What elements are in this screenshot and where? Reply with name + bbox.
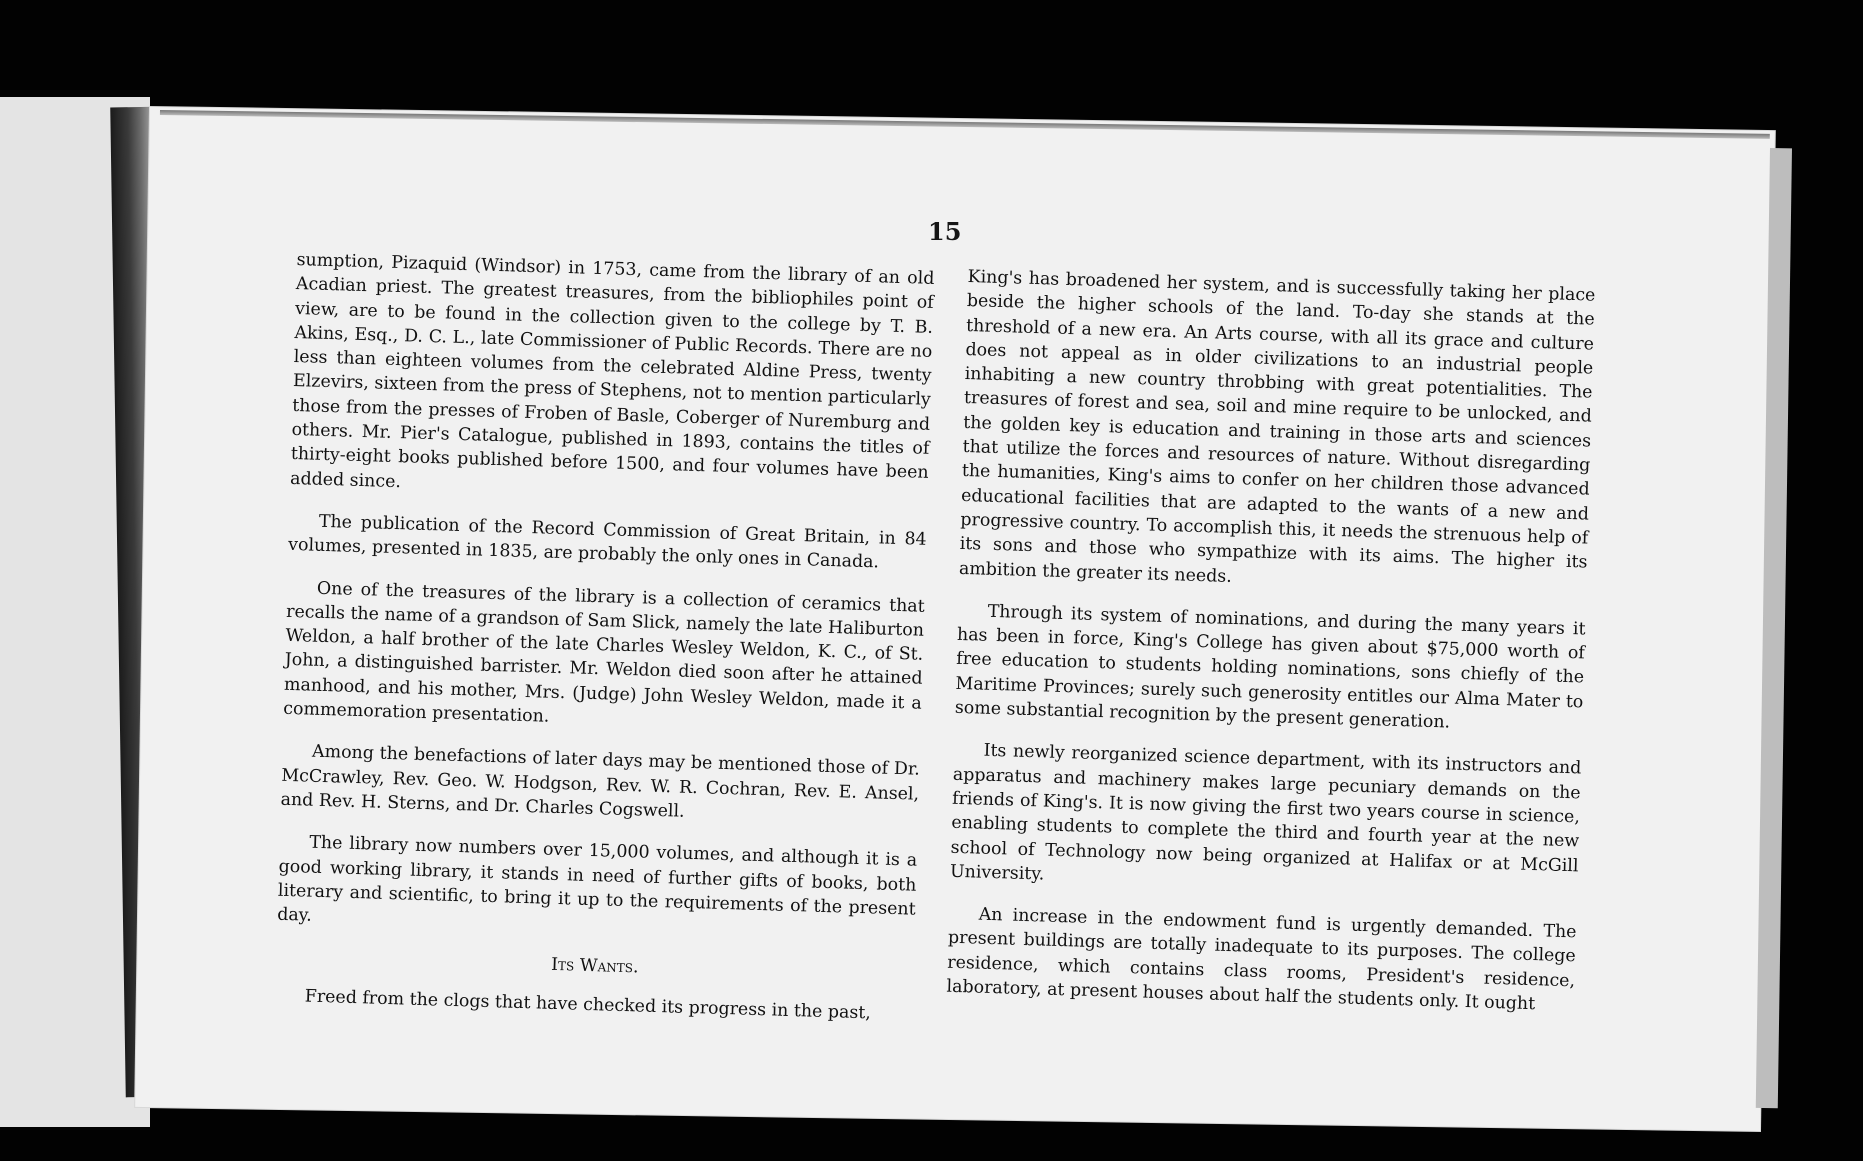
left-text-column [274,248,935,1045]
paragraph: The publication of the Record Commission of Great Britain, in 84 volumes, presented in 1835, are probably the only ones in Canada. [287,511,927,573]
page-number: 15 [928,217,962,246]
paragraph: The library now numbers over 15,000 volumes, and although it is a good working library, it stands in need of further gifts of books, both literary and scientific, to bring it up to the requirements of the present day. [276,832,918,926]
right-text-column [946,265,1596,1036]
section-heading: Its Wants. [550,955,639,978]
paragraph: Freed from the clogs that have checked its progress in the past, [304,986,872,1024]
paragraph: One of the treasures of the library is a collection of ceramics that recalls the name of a grandson of Sam Slick, namely the late Haliburton Weldon, a half brother of the late Charles Wesley Weldon, K. C., of St. John, a distinguished barrister. Mr. Weldon died soon after he attained manhood, and his mother, Mrs. (Judge) John Wesley Weldon, made it a commemoration presentation. [283,578,925,727]
paragraph: An increase in the endowment fund is urgently demanded. The present buildings are totally inadequate to its purposes. The college residence, which contains class rooms, President's residence, laboratory, at present houses about half the students only. It ought [946,904,1577,1015]
paragraph: Through its system of nominations, and during the many years it has been in force, King's College has given about $75,000 worth of free education to students holding nominations, sons chiefly of the Maritime Provinces; surely such generosity entitles our Alma Mater to some substantial recognition by the present generation. [954,601,1586,733]
paragraph: sumption, Pizaquid (Windsor) in 1753, came from the library of an old Acadian priest. The greatest treasures, from the bibliophiles point of view, are to be found in the collection given to the college by T. B. Akins, Esq., D. C. L., late Commissioner of Public Records. There are no less than eighteen volumes from the celebrated Aldine Press, twenty Elzevirs, sixteen from the press of Stephens, not to mention particularly those from the presses of Froben of Basle, Coberger of Nuremburg and others. Mr. Pier's Catalogue, published in 1893, contains the titles of thirty-eight books published before 1500, and four volumes have been added since. [289,249,935,492]
paragraph: Its newly reorganized science department, with its instructors and apparatus and machinery makes large pecuniary demands on the friends of King's. It is now giving the first two years course in science, enabling students to complete the third and fourth year at the new school of Technology now being organized at Halifax or at McGill University. [949,741,1582,885]
paragraph: Among the benefactions of later days may be mentioned those of Dr. McCrawley, Rev. Geo. W. Hodgson, Rev. W. R. Cochran, Rev. E. Ansel, and Rev. H. Sterns, and Dr. Charles Cogswell. [280,742,921,822]
paragraph: King's has broadened her system, and is successfully taking her place beside the higher schools of the land. To-day she stands at the threshold of a new era. An Arts course, with all its grace and culture does not appeal as in older civilizations to an industrial people inhabiting a new country throbbing with great potentialities. The treasures of forest and sea, soil and mine require to be unlocked, and the golden key is education and training in those arts and sciences that utilize the forces and resources of nature. Without disregarding the humanities, King's aims to confer on her children those advanced educational facilities that are adapted to the wants of a new and progressive country. To accomplish this, it needs the strenuous help of its sons and those who sympathize with its aims. The higher its ambition the greater its needs. [958,266,1596,587]
